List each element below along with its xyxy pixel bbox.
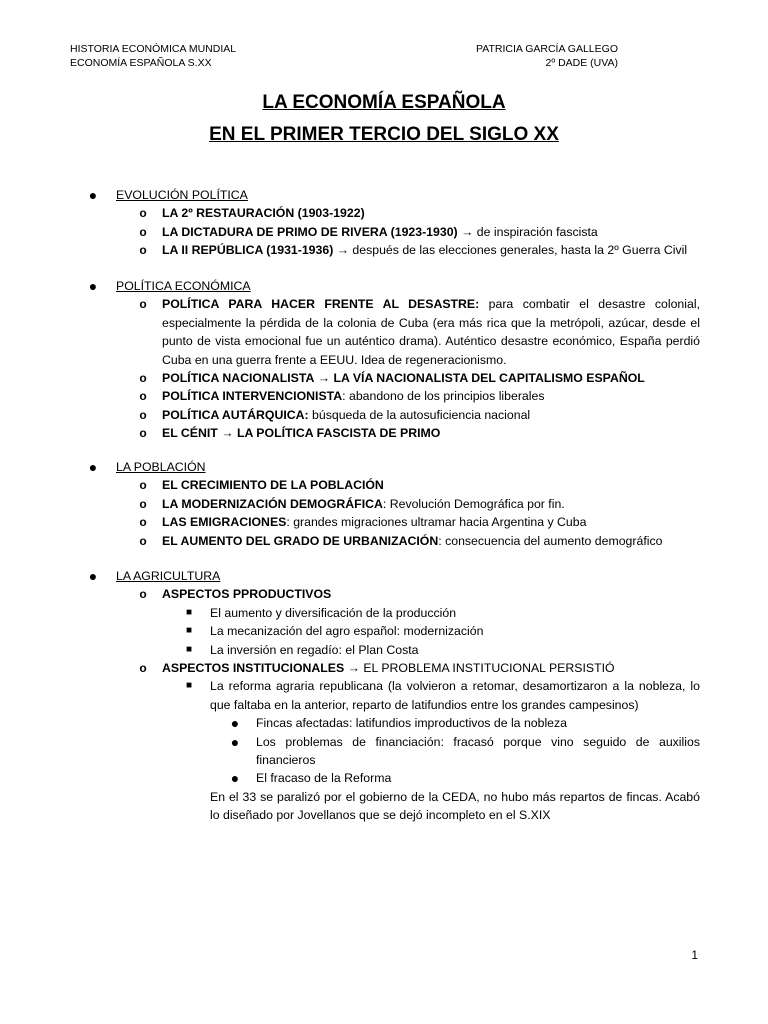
list-item-bold: ASPECTOS INSTITUCIONALES [162, 661, 345, 676]
author-name: PATRICIA GARCÍA GALLEGO [476, 43, 618, 55]
section-heading: LA POBLACIÓN [116, 460, 206, 474]
list-item: El fracaso de la Reforma [256, 771, 392, 786]
list-item: La mecanización del agro español: modernización [210, 624, 484, 639]
list-item-bold: LAS EMIGRACIONES [162, 515, 287, 530]
author-course: 2º DADE (UVA) [545, 57, 618, 69]
circle-marker: o [139, 533, 147, 548]
list-item-bold: EL CÉNIT [162, 426, 218, 441]
circle-marker: o [139, 515, 147, 530]
list-item: La inversión en regadío: el Plan Costa [210, 642, 419, 657]
circle-marker: o [139, 661, 147, 676]
page-title-line2: EN EL PRIMER TERCIO DEL SIGLO XX [209, 124, 559, 145]
square-marker: ■ [185, 643, 193, 655]
section-politica-economica [70, 277, 700, 443]
list-item-bold: EL AUMENTO DEL GRADO DE URBANIZACIÓN [162, 533, 439, 548]
circle-marker: o [139, 206, 147, 221]
course-name: HISTORIA ECONÓMICA MUNDIAL [70, 43, 237, 55]
list-item-bold: POLÍTICA PARA HACER FRENTE AL DESASTRE: [162, 297, 480, 312]
arrow-icon: → [221, 426, 234, 441]
header-left [70, 42, 236, 70]
circle-marker: o [139, 297, 147, 312]
section-evolucion-politica [70, 186, 700, 260]
list-item-text: : Revolución Demográfica por fin. [382, 496, 565, 511]
list-item-text: después de las elecciones generales, hasta la 2º Guerra Civil [349, 243, 688, 258]
closing-paragraph [70, 788, 700, 825]
list-item: ASPECTOS PPRODUCTIVOS [162, 587, 332, 602]
square-marker: ■ [185, 625, 193, 637]
square-marker: ■ [185, 680, 193, 692]
circle-marker: o [139, 478, 147, 493]
circle-marker: o [139, 407, 147, 422]
list-item-bold: LA POLÍTICA FASCISTA DE PRIMO [236, 426, 441, 441]
list-item: EL CRECIMIENTO DE LA POBLACIÓN [162, 478, 384, 493]
list-item: La reforma agraria republicana (la volvieron a retomar, desamortizaron a la nobleza, lo que faltaba en la anterior, reparto de latifundios entre los grandes campesinos) [210, 679, 700, 712]
dot-marker: ● [230, 770, 240, 787]
circle-marker: o [139, 426, 147, 441]
section-heading: EVOLUCIÓN POLÍTICA [116, 188, 248, 202]
list-item: Los problemas de financiación: fracasó porque vino seguido de auxilios financieros [256, 734, 700, 768]
list-item-bold: LA DICTADURA DE PRIMO DE RIVERA (1923-1930) [162, 224, 458, 239]
list-item-bold: LA VÍA NACIONALISTA DEL CAPITALISMO ESPAÑOL [333, 371, 645, 386]
section-heading: POLÍTICA ECONÓMICA [116, 279, 251, 293]
list-item-bold: POLÍTICA AUTÁRQUICA: [162, 407, 309, 422]
list-item: Fincas afectadas: latifundios improductivos de la nobleza [256, 716, 568, 731]
list-item-text: EL PROBLEMA INSTITUCIONAL PERSISTIÓ [363, 661, 615, 676]
section-heading: LA AGRICULTURA [116, 569, 221, 583]
header-right [476, 42, 618, 70]
bullet-marker: ● [88, 459, 98, 475]
circle-marker: o [139, 389, 147, 404]
page-number: 1 [691, 948, 698, 962]
bullet-marker: ● [88, 278, 98, 294]
circle-marker: o [139, 587, 147, 602]
list-item-text: para combatir el desastre colonial, especialmente la pérdida de la colonia de Cuba (era más rica que la metrópoli, azúcar, desde el punto de vista emocional fue un auténtico drama). Auténtico desastre económico, España perdió Cuba en una guerra frente a EEUU. Idea de regeneracionismo. [162, 297, 700, 367]
bullet-marker: ● [88, 568, 98, 584]
circle-marker: o [139, 496, 147, 511]
list-item: LA 2º RESTAURACIÓN (1903-1922) [162, 206, 365, 221]
arrow-icon: → [336, 243, 350, 258]
list-item-text: : abandono de los principios liberales [342, 389, 545, 404]
section-agricultura [70, 567, 700, 825]
circle-marker: o [139, 371, 147, 386]
list-item-bold: LA MODERNIZACIÓN DEMOGRÁFICA [162, 496, 383, 511]
list-item-text: : consecuencia del aumento demográfico [438, 533, 663, 548]
list-item-bold: POLÍTICA NACIONALISTA [162, 371, 315, 386]
list-item-bold: LA II REPÚBLICA (1931-1936) [162, 243, 334, 258]
circle-marker: o [139, 243, 147, 258]
page-title-line1: LA ECONOMÍA ESPAÑOLA [262, 92, 506, 113]
arrow-icon: → [347, 661, 360, 676]
arrow-icon: → [317, 371, 331, 386]
bullet-marker: ● [88, 187, 98, 203]
circle-marker: o [139, 224, 147, 239]
dot-marker: ● [230, 715, 240, 732]
list-item-bold: POLÍTICA INTERVENCIONISTA [162, 389, 343, 404]
list-item: El aumento y diversificación de la producción [210, 605, 457, 620]
square-marker: ■ [185, 606, 193, 618]
arrow-icon: → [461, 224, 474, 239]
course-subject: ECONOMÍA ESPAÑOLA S.XX [70, 57, 212, 69]
paragraph-text: En el 33 se paralizó por el gobierno de la CEDA, no hubo más repartos de fincas. Acabó lo diseñado por Jovellanos que se dejó incompleto en el S.XIX [210, 789, 700, 823]
list-item-text: : grandes migraciones ultramar hacia Argentina y Cuba [286, 515, 587, 530]
dot-marker: ● [230, 733, 240, 750]
list-item-text: de inspiración fascista [473, 224, 598, 239]
section-poblacion [70, 458, 700, 550]
list-item-text: búsqueda de la autosuficiencia nacional [308, 407, 531, 422]
